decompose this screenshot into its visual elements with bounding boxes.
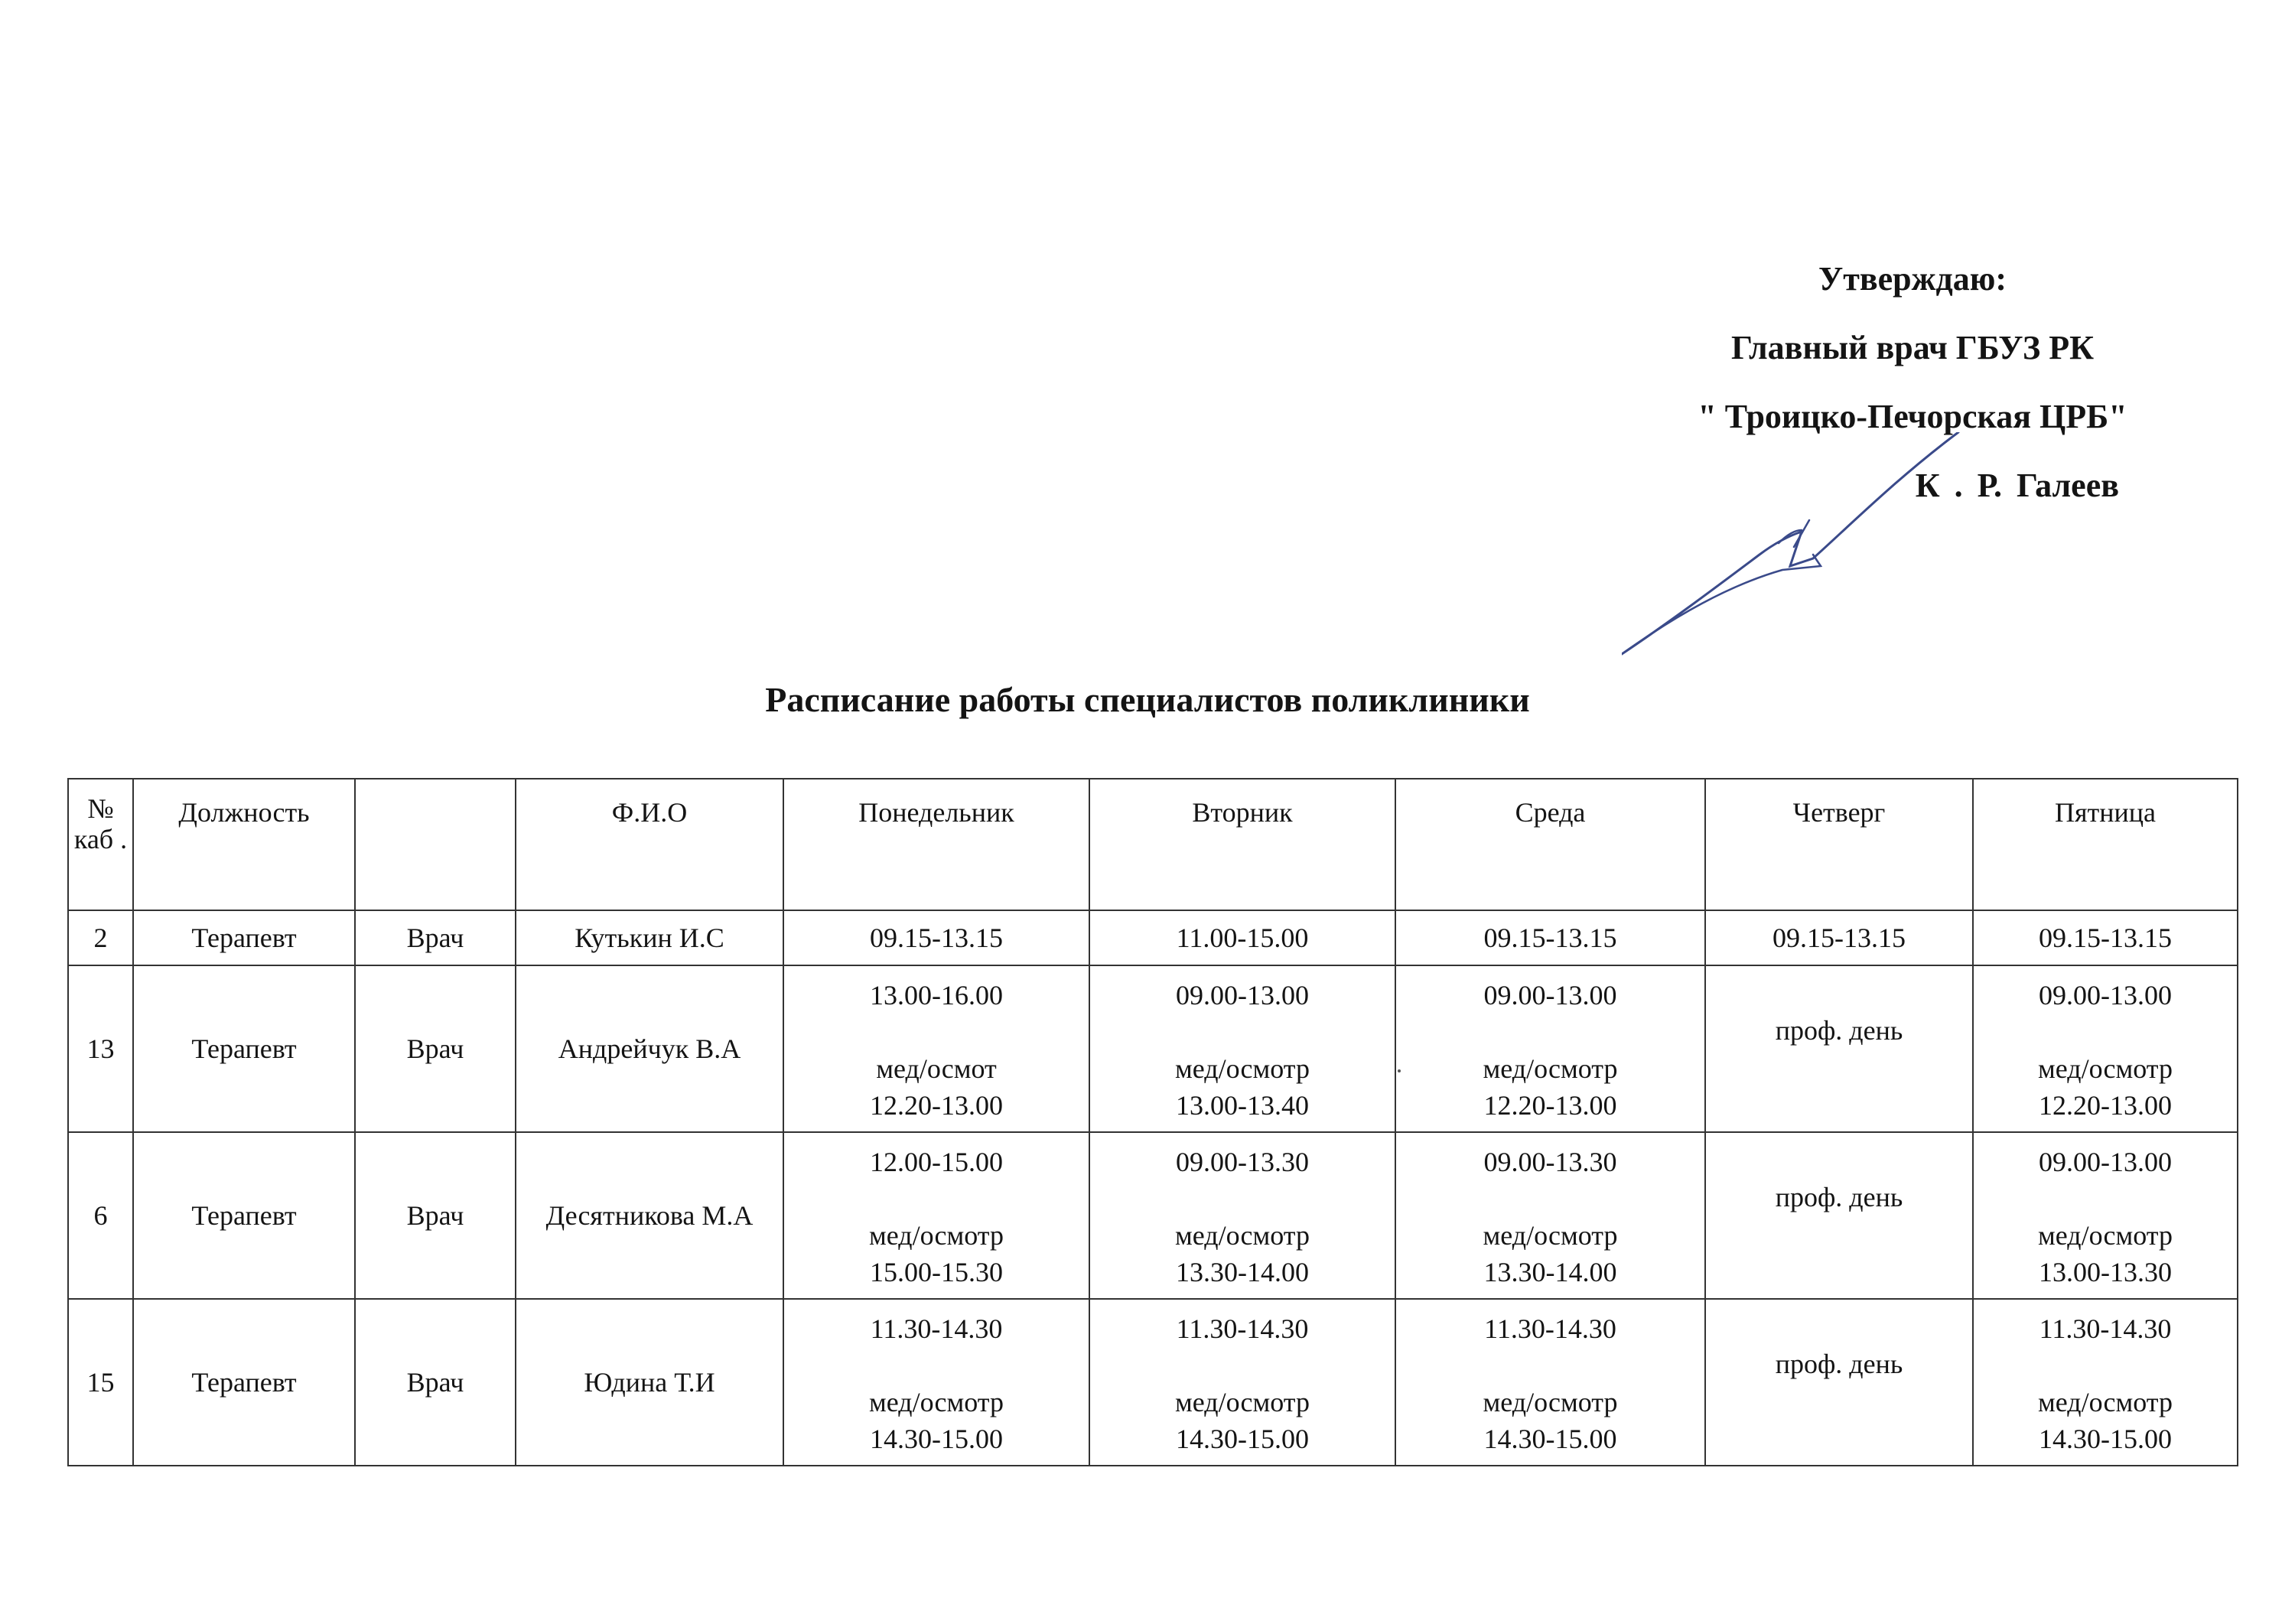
checkup-hours: 14.30-15.00 xyxy=(2039,1424,2172,1454)
work-hours: 09.00-13.00 xyxy=(2039,980,2172,1011)
header-room: № каб . xyxy=(68,779,133,910)
signature-mark xyxy=(1622,432,1974,662)
checkup-label: мед/осмотр xyxy=(1175,1053,1310,1084)
wednesday-cell xyxy=(1395,1299,1705,1466)
table-row xyxy=(68,965,2238,1132)
document-title: Расписание работы специалистов поликлиники xyxy=(765,680,1530,719)
checkup-label: мед/осмотр xyxy=(1175,1387,1310,1417)
checkup-hours: 14.30-15.00 xyxy=(1483,1424,1617,1454)
header-thursday: Четверг xyxy=(1705,779,1973,910)
prof-day-label: проф. день xyxy=(1775,1015,1903,1046)
checkup-hours: 12.20-13.00 xyxy=(2039,1090,2172,1121)
name-cell: Кутькин И.С xyxy=(516,910,783,965)
friday-cell xyxy=(1973,965,2238,1132)
work-hours: 11.30-14.30 xyxy=(1176,1313,1309,1344)
work-hours: 09.00-13.00 xyxy=(1176,980,1309,1011)
monday-cell xyxy=(783,1299,1089,1466)
room-cell: 13 xyxy=(68,965,133,1132)
tuesday-cell xyxy=(1089,965,1395,1132)
prof-day-label: проф. день xyxy=(1775,1182,1903,1212)
thursday-cell xyxy=(1705,1299,1973,1466)
work-hours: 09.00-13.00 xyxy=(1483,980,1617,1011)
work-hours: 13.00-16.00 xyxy=(870,980,1003,1011)
table-header-row xyxy=(68,779,2238,910)
role-cell: Врач xyxy=(355,910,516,965)
checkup-label: мед/осмотр xyxy=(1175,1220,1310,1251)
role-cell: Врач xyxy=(355,1132,516,1299)
checkup-label: мед/осмотр xyxy=(2038,1387,2173,1417)
work-hours: 11.30-14.30 xyxy=(1484,1313,1616,1344)
table-row xyxy=(68,1132,2238,1299)
role-cell: Врач xyxy=(355,965,516,1132)
checkup-hours: 15.00-15.30 xyxy=(870,1257,1003,1287)
approval-signatory-name: К . Р. Галеев xyxy=(1915,467,2119,504)
tuesday-cell xyxy=(1089,1132,1395,1299)
thursday-cell xyxy=(1705,965,1973,1132)
checkup-hours: 13.30-14.00 xyxy=(1176,1257,1309,1287)
wednesday-cell: 09.15-13.15 xyxy=(1395,910,1705,965)
table-row xyxy=(68,1299,2238,1466)
position-cell: Терапевт xyxy=(133,965,355,1132)
name-cell: Десятникова М.А xyxy=(516,1132,783,1299)
approval-title: Утверждаю: xyxy=(1818,260,2007,298)
header-role xyxy=(355,779,516,910)
tuesday-cell: 11.00-15.00 xyxy=(1089,910,1395,965)
work-hours: 09.00-13.00 xyxy=(2039,1147,2172,1177)
tuesday-cell xyxy=(1089,1299,1395,1466)
checkup-hours: 14.30-15.00 xyxy=(1176,1424,1309,1454)
checkup-label: мед/осмотр xyxy=(1483,1220,1618,1251)
room-cell: 6 xyxy=(68,1132,133,1299)
header-friday: Пятница xyxy=(1973,779,2238,910)
table-row xyxy=(68,910,2238,965)
checkup-label: мед/осмотр xyxy=(869,1220,1004,1251)
checkup-hours: 13.00-13.40 xyxy=(1176,1090,1309,1121)
thursday-cell: 09.15-13.15 xyxy=(1705,910,1973,965)
wednesday-cell xyxy=(1395,965,1705,1132)
position-cell: Терапевт xyxy=(133,910,355,965)
approval-position: Главный врач ГБУЗ РК xyxy=(1730,329,2095,366)
header-position: Должность xyxy=(133,779,355,910)
header-name: Ф.И.О xyxy=(516,779,783,910)
thursday-cell xyxy=(1705,1132,1973,1299)
checkup-label: мед/осмотр xyxy=(869,1387,1004,1417)
checkup-hours: 13.30-14.00 xyxy=(1483,1257,1617,1287)
work-hours: 11.30-14.30 xyxy=(2039,1313,2172,1344)
name-cell: Андрейчук В.А xyxy=(516,965,783,1132)
prof-day-label: проф. день xyxy=(1775,1349,1903,1379)
wednesday-cell xyxy=(1395,1132,1705,1299)
friday-cell: 09.15-13.15 xyxy=(1973,910,2238,965)
role-cell: Врач xyxy=(355,1299,516,1466)
checkup-label: мед/осмотр xyxy=(1483,1053,1618,1084)
work-hours: 09.00-13.30 xyxy=(1176,1147,1309,1177)
header-tuesday: Вторник xyxy=(1089,779,1395,910)
room-cell: 15 xyxy=(68,1299,133,1466)
work-hours: 12.00-15.00 xyxy=(870,1147,1003,1177)
checkup-hours: 13.00-13.30 xyxy=(2039,1257,2172,1287)
monday-cell: 09.15-13.15 xyxy=(783,910,1089,965)
room-cell: 2 xyxy=(68,910,133,965)
checkup-label: мед/осмот xyxy=(876,1053,997,1084)
work-hours: 11.30-14.30 xyxy=(870,1313,1003,1344)
header-wednesday: Среда xyxy=(1395,779,1705,910)
checkup-hours: 12.20-13.00 xyxy=(1483,1090,1617,1121)
schedule-table xyxy=(67,778,2238,1466)
friday-cell xyxy=(1973,1299,2238,1466)
monday-cell xyxy=(783,965,1089,1132)
work-hours: 09.00-13.30 xyxy=(1483,1147,1617,1177)
name-cell: Юдина Т.И xyxy=(516,1299,783,1466)
monday-cell xyxy=(783,1132,1089,1299)
position-cell: Терапевт xyxy=(133,1132,355,1299)
header-monday: Понедельник xyxy=(783,779,1089,910)
friday-cell xyxy=(1973,1132,2238,1299)
checkup-label: мед/осмотр xyxy=(2038,1220,2173,1251)
checkup-label: мед/осмотр xyxy=(2038,1053,2173,1084)
checkup-hours: 14.30-15.00 xyxy=(870,1424,1003,1454)
approval-organization: " Троицко-Печорская ЦРБ" xyxy=(1698,398,2127,435)
checkup-hours: 12.20-13.00 xyxy=(870,1090,1003,1121)
checkup-label: мед/осмотр xyxy=(1483,1387,1618,1417)
position-cell: Терапевт xyxy=(133,1299,355,1466)
